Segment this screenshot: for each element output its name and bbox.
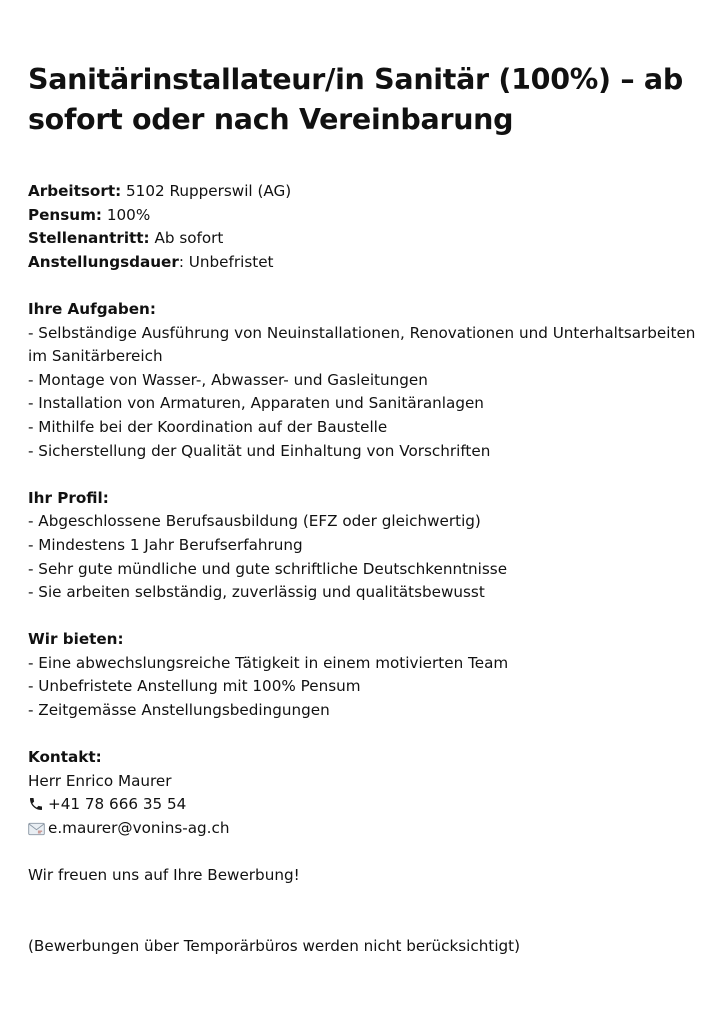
section-profil [28,487,700,605]
section-bieten [28,628,700,722]
meta-label: Pensum: [28,205,102,224]
page-title: Sanitärinstallateur/in Sanitär (100%) – ab sofort oder nach Vereinbarung [28,63,683,136]
phone-icon [28,793,46,817]
section-heading: Wir bieten: [28,630,124,649]
list-item: - Eine abwechslungsreiche Tätigkeit in einem motivierten Team [28,653,509,672]
list-item: - Montage von Wasser-, Abwasser- und Gasleitungen [28,370,428,389]
contact-email[interactable] [28,817,700,841]
disclaimer-text: (Bewerbungen über Temporärbüros werden nicht berücksichtigt) [28,936,521,955]
meta-label: Anstellungsdauer [28,252,179,271]
contact-name: Herr Enrico Maurer [28,771,172,790]
list-item: - Abgeschlossene Berufsausbildung (EFZ oder gleichwertig) [28,512,481,531]
meta-stellenantritt [28,227,700,251]
list-item: - Installation von Armaturen, Apparaten und Sanitäranlagen [28,394,484,413]
meta-value: 100% [102,205,151,224]
meta-label: Arbeitsort: [28,182,122,200]
meta-value: : Unbefristet [178,252,274,271]
bieten-list [28,652,700,723]
list-item: - Selbständige Ausführung von Neuinstallationen, Renovationen und Unterhaltsarbeiten im Sanitärbereich [28,323,696,366]
meta-value: 5102 Rupperswil (AG) [121,182,292,200]
list-item: - Sie arbeiten selbständig, zuverlässig und qualitätsbewusst [28,583,485,602]
meta-label: Stellenantritt: [28,229,150,248]
profil-list [28,510,700,604]
list-item: - Sehr gute mündliche und gute schriftliche Deutschkenntnisse [28,559,508,578]
list-item: - Zeitgemässe Anstellungsbedingungen [28,701,330,720]
section-heading: Ihr Profil: [28,488,109,507]
meta-anstellungsdauer [28,251,700,275]
list-item: - Sicherstellung der Qualität und Einhaltung von Vorschriften [28,441,491,460]
meta-pensum [28,204,700,228]
job-posting [28,60,700,958]
envelope-icon [28,817,46,841]
list-item: - Mithilfe bei der Koordination auf der Baustelle [28,417,388,436]
section-heading: Ihre Aufgaben: [28,299,156,318]
list-item: - Mindestens 1 Jahr Berufserfahrung [28,535,303,554]
contact-phone-number[interactable]: +41 78 666 35 54 [48,795,187,814]
meta-arbeitsort [28,180,700,204]
list-item: - Unbefristete Anstellung mit 100% Pensum [28,677,361,696]
contact-phone[interactable] [28,793,700,817]
meta-value: Ab sofort [149,229,224,248]
section-aufgaben [28,298,700,463]
job-meta [28,180,700,274]
aufgaben-list [28,322,700,464]
section-kontakt [28,746,700,840]
section-heading: Kontakt: [28,748,102,767]
closing-text: Wir freuen uns auf Ihre Bewerbung! [28,866,300,885]
contact-email-address[interactable]: e.maurer@vonins-ag.ch [48,819,230,838]
